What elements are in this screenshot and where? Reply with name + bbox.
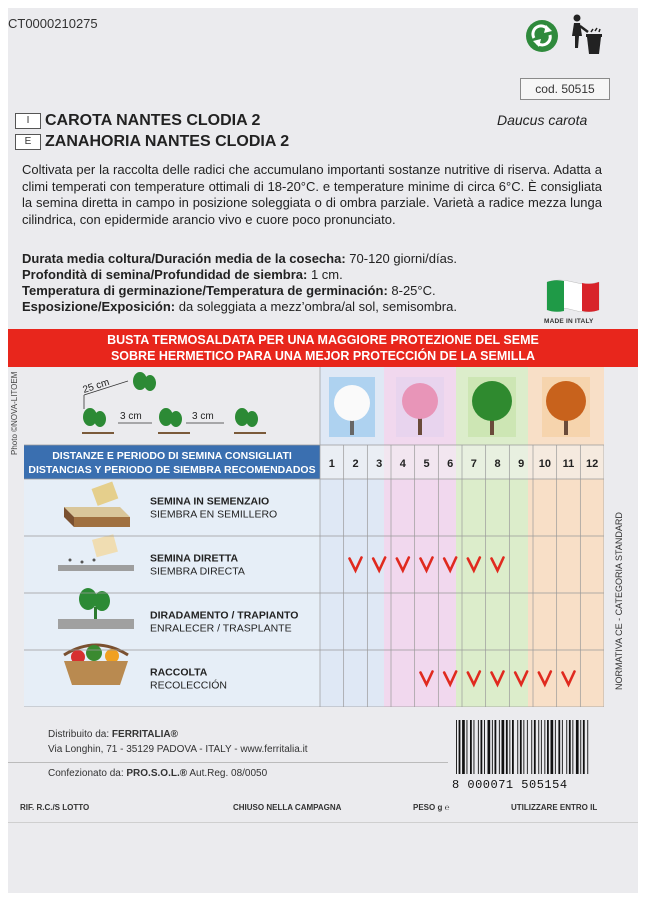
barcode-bar	[551, 720, 554, 774]
product-title-italian: CAROTA NANTES CLODIA 2	[45, 112, 261, 129]
product-code: CT0000210275	[8, 16, 98, 31]
weight-label	[413, 803, 449, 812]
month-label: 4	[399, 458, 406, 470]
barcode-bar	[462, 720, 465, 774]
title-row-italian	[15, 111, 260, 131]
info-value: da soleggiata a mezz’ombra/al sol, semisombra.	[175, 299, 457, 314]
distributor-label: Distribuito da:	[48, 729, 112, 740]
photo-credit: Photo ©NOVA-LITOEM	[10, 371, 19, 455]
barcode-bar	[566, 720, 567, 774]
expiry-label: UTILIZZARE ENTRO IL	[511, 803, 598, 812]
row-label-spanish: RECOLECCIÓN	[150, 679, 228, 692]
row-label-spanish: SIEMBRA EN SEMILLERO	[150, 508, 278, 521]
spacing-illustration	[82, 372, 266, 433]
barcode-bar	[576, 720, 579, 774]
barcode-number: 8 000071 505154	[452, 778, 568, 792]
barcode-bar	[547, 720, 549, 774]
packer-name: PRO.S.O.L.®	[126, 768, 188, 779]
barcode-bar	[544, 720, 545, 774]
distributor-address: Via Longhin, 71 - 35129 PADOVA - ITALY - www.ferritalia.it	[48, 744, 308, 755]
month-label: 5	[423, 458, 430, 470]
barcode-bar	[459, 720, 461, 774]
barcode-bar	[569, 720, 571, 774]
month-label: 1	[328, 458, 335, 470]
cod-box: cod. 50515	[520, 78, 610, 100]
barcode-bar	[492, 720, 493, 774]
month-label: 11	[562, 458, 575, 470]
info-value: 1 cm.	[307, 267, 343, 282]
month-label: 9	[518, 458, 525, 470]
row-label-spanish: ENRALECER / TRASPLANTE	[150, 622, 292, 635]
spacing-row-label: 25 cm	[81, 376, 111, 396]
info-label: Esposizione/Exposición:	[22, 299, 176, 314]
protection-banner	[8, 329, 638, 367]
barcode-bar	[562, 720, 563, 774]
normativa-label: NORMATIVA CE - CATEGORIA STANDARD	[614, 512, 624, 690]
row-label-italian: SEMINA DIRETTA	[150, 552, 239, 565]
recycle-icon	[524, 18, 560, 54]
vegetable-basket-icon	[64, 645, 128, 685]
month-label: 2	[352, 458, 359, 470]
month-label: 6	[447, 458, 454, 470]
barcode-bar	[478, 720, 479, 774]
barcode-bar	[534, 720, 536, 774]
product-description: Coltivata per la raccolta delle radici che accumulano importanti sostanze nutritive di riserva. Adatta a climi temperati con temperature ottimali di 18-20°C. e temperature minime di circa 6°C. È consigliata la semina diretta in campo in posizione soleggiata o di ombra parziale. Varietà a radice mezza lunga cilindrica, con epidermide arancio vivo e cuore poco pronunciato.	[22, 162, 602, 227]
barcode-bar	[499, 720, 500, 774]
barcode-bar	[467, 720, 468, 774]
closed-in-label: CHIUSO NELLA CAMPAGNA	[233, 803, 342, 812]
barcode-bar	[583, 720, 585, 774]
barcode-bar	[502, 720, 505, 774]
barcode-bar	[555, 720, 556, 774]
barcode-bar	[558, 720, 560, 774]
banner-line-spanish: SOBRE HERMETICO PARA UNA MEJOR PROTECCIÓN DE LA SEMILLA	[110, 349, 536, 363]
summer-tree-icon	[468, 377, 516, 437]
row-label-spanish: SIEMBRA DIRECTA	[150, 565, 245, 578]
weight-text: PESO g	[413, 803, 443, 812]
distributor-name: FERRITALIA®	[111, 729, 178, 740]
distributor-line	[48, 729, 178, 740]
barcode-bar	[572, 720, 573, 774]
spacing-plant-label: 3 cm	[192, 411, 214, 422]
month-label: 7	[470, 458, 477, 470]
barcode-bar	[587, 720, 588, 774]
barcode-bar	[509, 720, 510, 774]
info-line	[22, 299, 457, 315]
barcode-bar	[527, 720, 528, 774]
barcode-bar	[456, 720, 457, 774]
info-value: 70-120 giorni/días.	[345, 251, 457, 266]
winter-tree-icon	[329, 377, 375, 437]
banner-line-italian: BUSTA TERMOSALDATA PER UNA MAGGIORE PROTEZIONE DEL SEME	[107, 333, 539, 347]
species-name: Daucus carota	[497, 112, 588, 128]
barcode-bar	[495, 720, 497, 774]
barcode-bar	[523, 720, 524, 774]
info-line	[22, 267, 343, 283]
italian-flag-icon	[545, 278, 601, 314]
month-label: 3	[376, 458, 383, 470]
lang-label: E	[15, 134, 41, 150]
month-label: 10	[538, 458, 551, 470]
row-label-italian: DIRADAMENTO / TRAPIANTO	[150, 609, 299, 622]
barcode-bar	[481, 720, 483, 774]
barcode-bar	[531, 720, 532, 774]
spacing-plant-label: 3 cm	[120, 411, 142, 422]
table-header-italian: DISTANZE E PERIODO DI SEMINA CONSIGLIATI	[52, 450, 292, 462]
made-in-italy-label: MADE IN ITALY	[544, 318, 594, 325]
month-label: 12	[586, 458, 599, 470]
barcode-bar	[488, 720, 491, 774]
info-label: Profondità di semina/Profundidad de siembra:	[22, 267, 308, 282]
row-label-italian: RACCOLTA	[150, 666, 208, 679]
month-label: 8	[494, 458, 501, 470]
info-line	[22, 283, 436, 299]
lang-label: I	[15, 113, 41, 129]
barcode-bar	[520, 720, 522, 774]
barcode-bar	[484, 720, 485, 774]
product-title-spanish: ZANAHORIA NANTES CLODIA 2	[45, 133, 290, 150]
barcode-bar	[474, 720, 475, 774]
barcode	[452, 720, 592, 776]
packer-label: Confezionato da:	[48, 768, 127, 779]
info-label: Temperatura di germinazione/Temperatura de germinación:	[22, 283, 388, 298]
barcode-bar	[541, 720, 542, 774]
packer-line	[48, 768, 267, 779]
barcode-bar	[538, 720, 539, 774]
autumn-tree-icon	[542, 377, 590, 437]
row-label-italian: SEMINA IN SEMENZAIO	[150, 495, 270, 508]
bottom-divider	[8, 822, 638, 823]
barcode-bar	[506, 720, 508, 774]
info-value: 8-25°C.	[387, 283, 436, 298]
barcode-bar	[517, 720, 518, 774]
title-row-spanish	[15, 132, 289, 152]
lot-label: RIF. R.C./S LOTTO	[20, 803, 90, 812]
barcode-bar	[470, 720, 472, 774]
table-header-spanish: DISTANCIAS Y PERIODO DE SIEMBRA RECOMENDADOS	[28, 464, 316, 476]
info-line	[22, 251, 457, 267]
estimated-sign-icon: ℮	[444, 803, 450, 812]
trash-bin-icon	[566, 12, 606, 56]
footer-divider	[8, 762, 448, 763]
barcode-bar	[580, 720, 581, 774]
packer-authorization: Aut.Reg. 08/0050	[187, 768, 268, 779]
spring-tree-icon	[396, 377, 444, 437]
sowing-calendar	[24, 367, 604, 707]
barcode-bar	[512, 720, 514, 774]
info-label: Durata media coltura/Duración media de la cosecha:	[22, 251, 346, 266]
